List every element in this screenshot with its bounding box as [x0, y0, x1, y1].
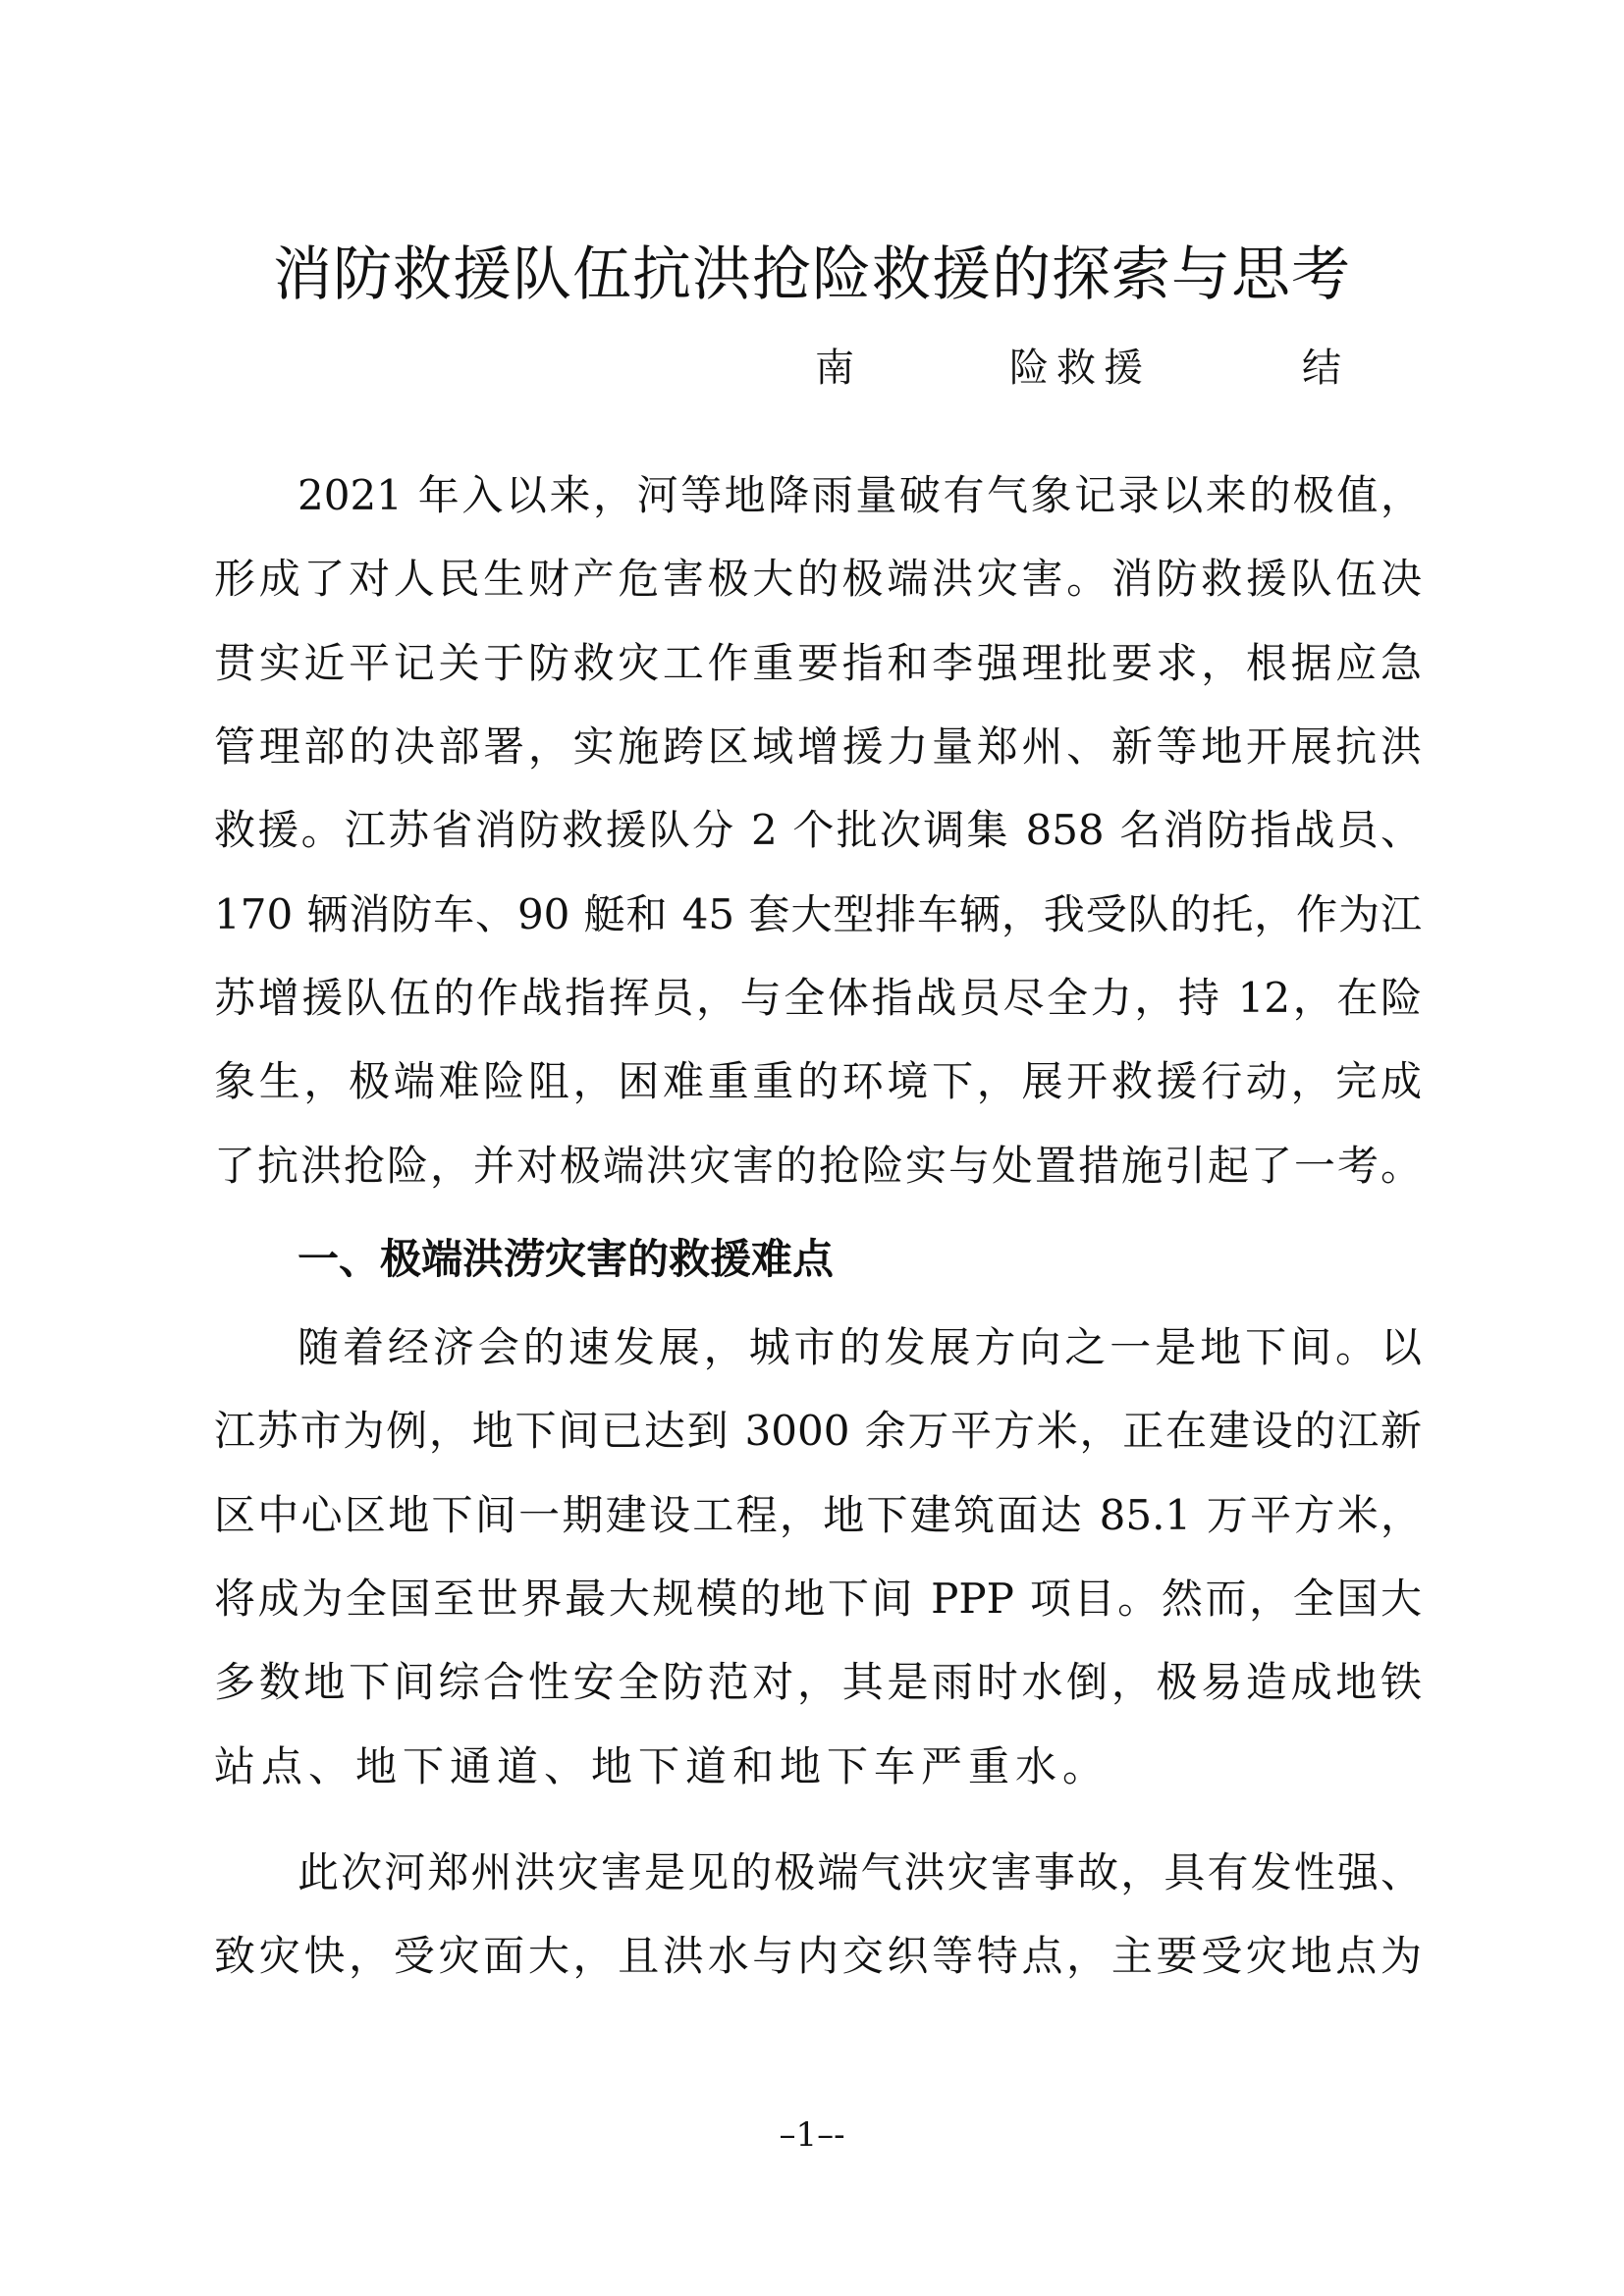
paragraph-line: 管理部的决部署，实施跨区域增援力量郑州、新等地开展抗洪	[214, 722, 1422, 771]
section-heading: 一、极端洪涝灾害的救援难点	[298, 1235, 835, 1283]
paragraph-line: 形成了对人民生财产危害极大的极端洪灾害。消防救援队伍决	[214, 555, 1422, 603]
paragraph-line: 2021 年入以来，河等地降雨量破有气象记录以来的极值，	[298, 471, 1422, 519]
byline-part-1: 南	[815, 346, 862, 391]
paragraph-line: 了抗洪抢险，并对极端洪灾害的抢险实与处置措施引起了一考。	[214, 1142, 1422, 1190]
paragraph-line: 区中心区地下间一期建设工程，地下建筑面达 85.1 万平方米，	[214, 1491, 1422, 1539]
page-number: –1–-	[779, 2115, 845, 2155]
paragraph-line: 此次河郑州洪灾害是见的极端气洪灾害事故，具有发性强、	[298, 1848, 1422, 1896]
paragraph-line: 170 辆消防车、90 艇和 45 套大型排车辆，我受队的托，作为江	[214, 890, 1422, 938]
paragraph-line: 救援。江苏省消防救援队分 2 个批次调集 858 名消防指战员、	[214, 806, 1422, 854]
paragraph-line: 象生，极端难险阻，困难重重的环境下，展开救援行动，完成	[214, 1057, 1422, 1105]
paragraph-line: 多数地下间综合性安全防范对，其是雨时水倒，极易造成地铁	[214, 1658, 1422, 1706]
paragraph-line: 将成为全国至世界最大规模的地下间 PPP 项目。然而，全国大	[214, 1575, 1422, 1623]
paragraph-line: 苏增援队伍的作战指挥员，与全体指战员尽全力，持 12，在险	[214, 974, 1422, 1022]
byline-part-3: 结	[1302, 346, 1349, 391]
paragraph-line: 致灾快，受灾面大，且洪水与内交织等特点，主要受灾地点为	[214, 1932, 1422, 1980]
paragraph-line: 贯实近平记关于防救灾工作重要指和李强理批要求，根据应急	[214, 639, 1422, 687]
paragraph-line: 江苏市为例，地下间已达到 3000 余万平方米，正在建设的江新	[214, 1407, 1422, 1455]
byline-part-2: 险救援	[1009, 346, 1151, 391]
document-title: 消防救援队伍抗洪抢险救援的探索与思考	[273, 240, 1351, 309]
paragraph-line: 随着经济会的速发展，城市的发展方向之一是地下间。以	[298, 1323, 1422, 1371]
paragraph-line: 站点、地下通道、地下道和地下车严重水。	[214, 1742, 1110, 1790]
